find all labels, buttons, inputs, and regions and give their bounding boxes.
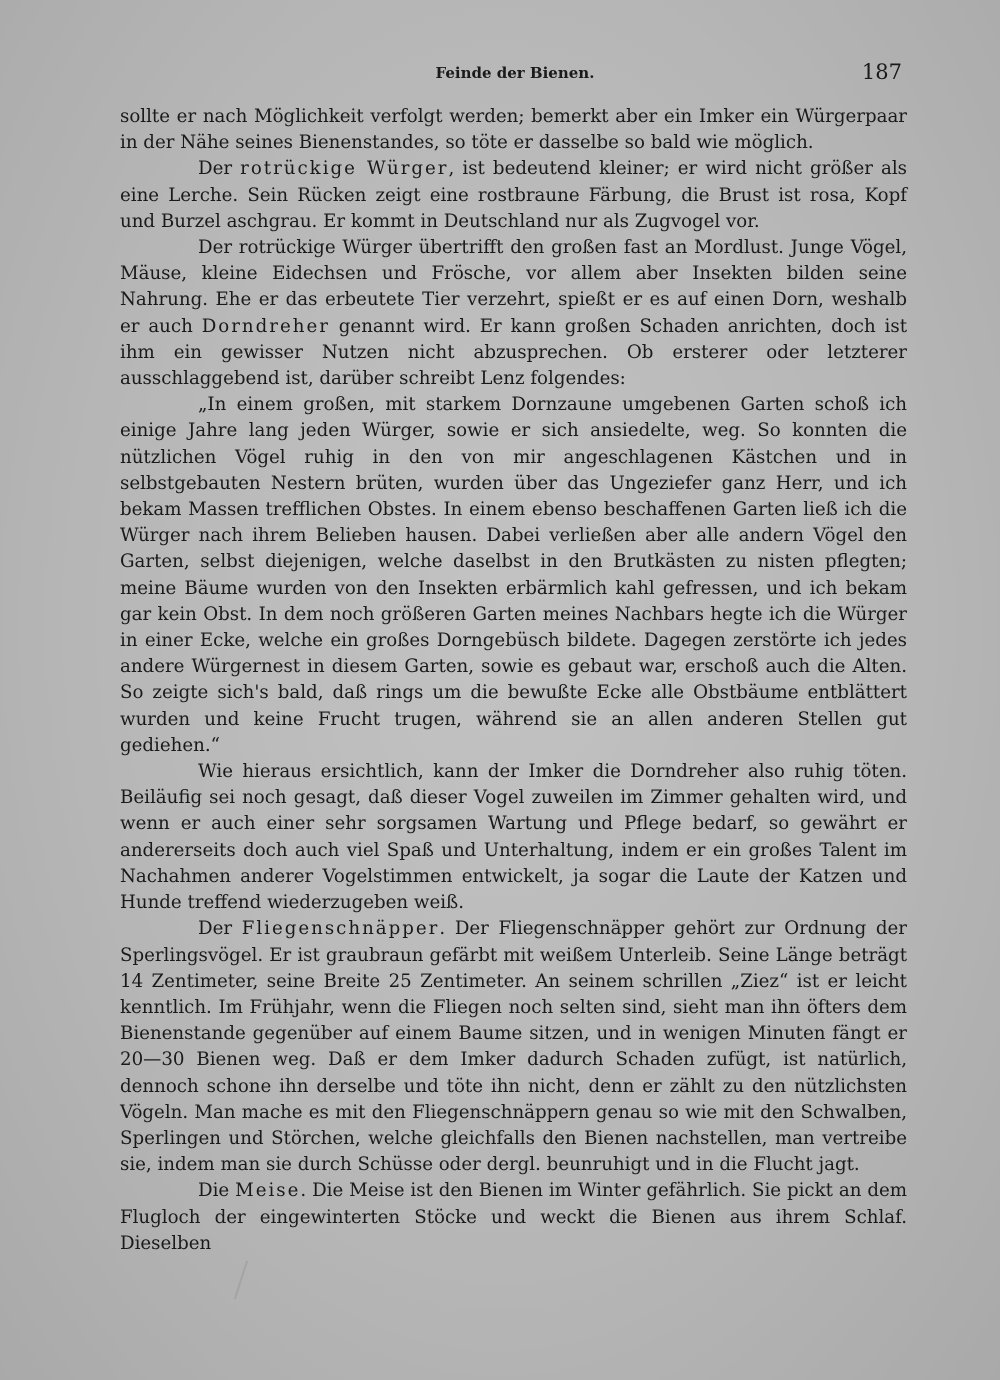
text-segment: Wie hieraus ersichtlich, kann der Imker die Dorndreher also ruhig töten. Beiläufig sei noch gesagt, daß dieser Vogel zuweilen im Zimmer gehalten wird, und wenn er auch einer sehr sorgsamen Wartung und Pflege bedarf, so gewährt er andererseits doch auch viel Spaß und Unterhaltung, indem er ein großes Talent im Nachahmen anderer Vogelstimmen entwickelt, ja sogar die Laute der Katzen und Hunde treffend wiederzugeben weiß.: [120, 761, 907, 914]
emphasized-term: Meise: [235, 1180, 301, 1202]
text-segment: sollte er nach Möglichkeit verfolgt werden; bemerkt aber ein Imker ein Würgerpaar in der Nähe seines Bienenstandes, so töte er dasselbe so bald wie möglich.: [120, 106, 907, 154]
text-segment: . Der Fliegenschnäpper gehört zur Ordnung der Sperlingsvögel. Er ist graubraun gefärbt mit weißem Unterleib. Seine Länge beträgt 14 Zentimeter, seine Breite 25 Zentimeter. An seinem schrillen „Ziez“ ist er leicht kenntlich. Im Frühjahr, wenn die Fliegen noch selten sind, sieht man ihn öfters dem Bienenstande gegenüber auf einem Baume sitzen, und in wenigen Minuten fängt er 20—30 Bienen weg. Daß er dem Imker dadurch Schaden zufügt, ist natürlich, dennoch schone ihn derselbe und töte ihn nicht, denn er zählt zu den nützlichsten Vögeln. Man mache es mit den Fliegenschnäppern genau so wie mit den Schwalben, Sperlingen und Störchen, welche gleichfalls den Bienen nachstellen, man vertreibe sie, indem man sie durch Schüsse oder dergl. beunruhigt und in die Flucht jagt.: [120, 918, 907, 1176]
emphasized-term: Fliegenschnäpper: [241, 918, 440, 940]
text-segment: Der: [198, 918, 242, 940]
page-number: 187: [861, 60, 902, 84]
running-title: Feinde der Bienen.: [435, 64, 595, 82]
paragraph: [120, 916, 907, 1178]
text-segment: Der rotrückige Würger übertrifft den großen fast an Mordlust. Junge Vögel, Mäuse, kleine Eidechsen und Frösche, vor allem aber Insekten bilden seine Nahrung. Ehe er das erbeutete Tier verzehrt, spießt er es auf einen Dorn, weshalb er auch: [120, 237, 907, 337]
text-segment: genannt wird. Er kann großen Schaden anrichten, doch ist ihm ein gewisser Nutzen nicht abzusprechen. Ob ersterer oder letzterer ausschlaggebend ist, darüber schreibt Lenz folgendes:: [120, 315, 908, 390]
body-text: [120, 104, 907, 1257]
text-segment: Die: [198, 1180, 236, 1202]
paragraph: [120, 759, 907, 916]
emphasized-term: rotrückige Würger: [240, 158, 449, 180]
paragraph: [120, 235, 907, 392]
text-segment: Der: [198, 158, 241, 180]
emphasized-term: Dorndreher: [201, 315, 330, 337]
paragraph: [120, 156, 907, 235]
text-segment: . Die Meise ist den Bienen im Winter gefährlich. Sie pickt an dem Flugloch der eingewinterten Stöcke und weckt die Bienen aus ihrem Schlaf. Dieselben: [120, 1180, 907, 1254]
paragraph: [120, 1178, 907, 1257]
paper-mark: [234, 1261, 248, 1300]
text-segment: „In einem großen, mit starkem Dornzaune umgebenen Garten schoß ich einige Jahre lang jeden Würger, sowie er sich ansiedelte, weg. So konnten die nützlichen Vögel ruhig in den von mir angeschlagenen Kästchen und in selbstgebauten Nestern brüten, wurden über das Ungeziefer ganz Herr, und ich bekam Massen trefflichen Obstes. In einem ebenso beschaffenen Garten ließ ich die Würger nach ihrem Belieben hausen. Dabei verließen aber alle andern Vögel den Garten, selbst diejenigen, welche daselbst in den Brutkästen zu nisten pflegten; meine Bäume wurden von den Insekten erbärmlich kahl gefressen, und ich bekam gar kein Obst. In dem noch größeren Garten meines Nachbars hegte ich die Würger in einer Ecke, welche ein großes Dorngebüsch bildete. Dagegen zerstörte ich jedes andere Würgernest in diesem Garten, sowie es gebaut war, erschoß auch die Alten. So zeigte sich's bald, daß rings um die bewußte Ecke alle Obstbäume entblättert wurden und keine Frucht trugen, während sie an allen anderen Stellen gut gediehen.“: [120, 394, 907, 756]
paragraph: [120, 104, 907, 156]
running-header: [120, 60, 910, 90]
text-segment: , ist bedeutend kleiner; er wird nicht größer als eine Lerche. Sein Rücken zeigt eine rostbraune Färbung, die Brust ist rosa, Kopf und Burzel aschgrau. Er kommt in Deutschland nur als Zugvogel vor.: [120, 158, 907, 232]
paragraph: [120, 392, 907, 759]
